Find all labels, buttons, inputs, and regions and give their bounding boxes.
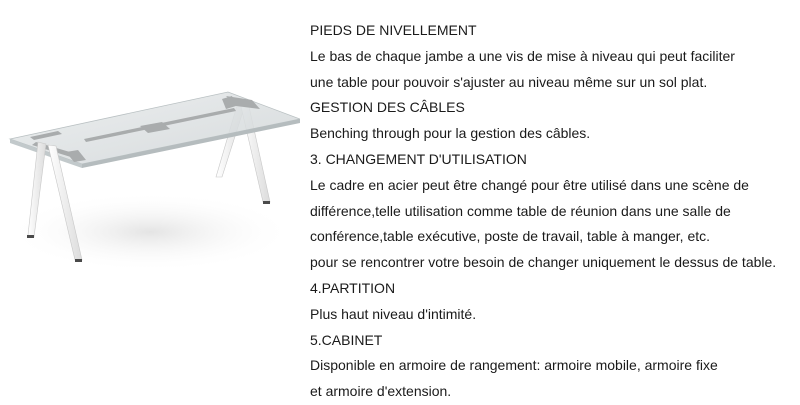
description-line: Plus haut niveau d'intimité. [310,305,477,322]
heading-cable-management: GESTION DES CÂBLES [310,99,465,116]
description-line: pour se rencontrer votre besoin de changer uniquement le dessus de table. [310,254,777,271]
heading-partition: 4.PARTITION [310,279,396,296]
heading-cabinet: 5.CABINET [310,331,383,348]
glass-table-image [0,82,300,282]
product-description [310,18,798,405]
description-line: une table pour pouvoir s'ajuster au niveau même sur un sol plat. [310,73,708,90]
description-line: Le bas de chaque jambe a une vis de mise à niveau qui peut faciliter [310,47,735,64]
description-line: Le cadre en acier peut être changé pour être utilisé dans une scène de [310,176,749,193]
floor-shadow [5,192,295,272]
description-line: Disponible en armoire de rangement: armoire mobile, armoire fixe [310,357,718,374]
description-line: conférence,table exécutive, poste de travail, table à manger, etc. [310,228,711,245]
description-line: et armoire d'extension. [310,383,452,400]
description-line: Benching through pour la gestion des câbles. [310,125,591,142]
description-line: différence,telle utilisation comme table de réunion dans une salle de [310,202,731,219]
heading-change-of-use: 3. CHANGEMENT D'UTILISATION [310,150,527,167]
heading-leveling-feet: PIEDS DE NIVELLEMENT [310,22,477,38]
